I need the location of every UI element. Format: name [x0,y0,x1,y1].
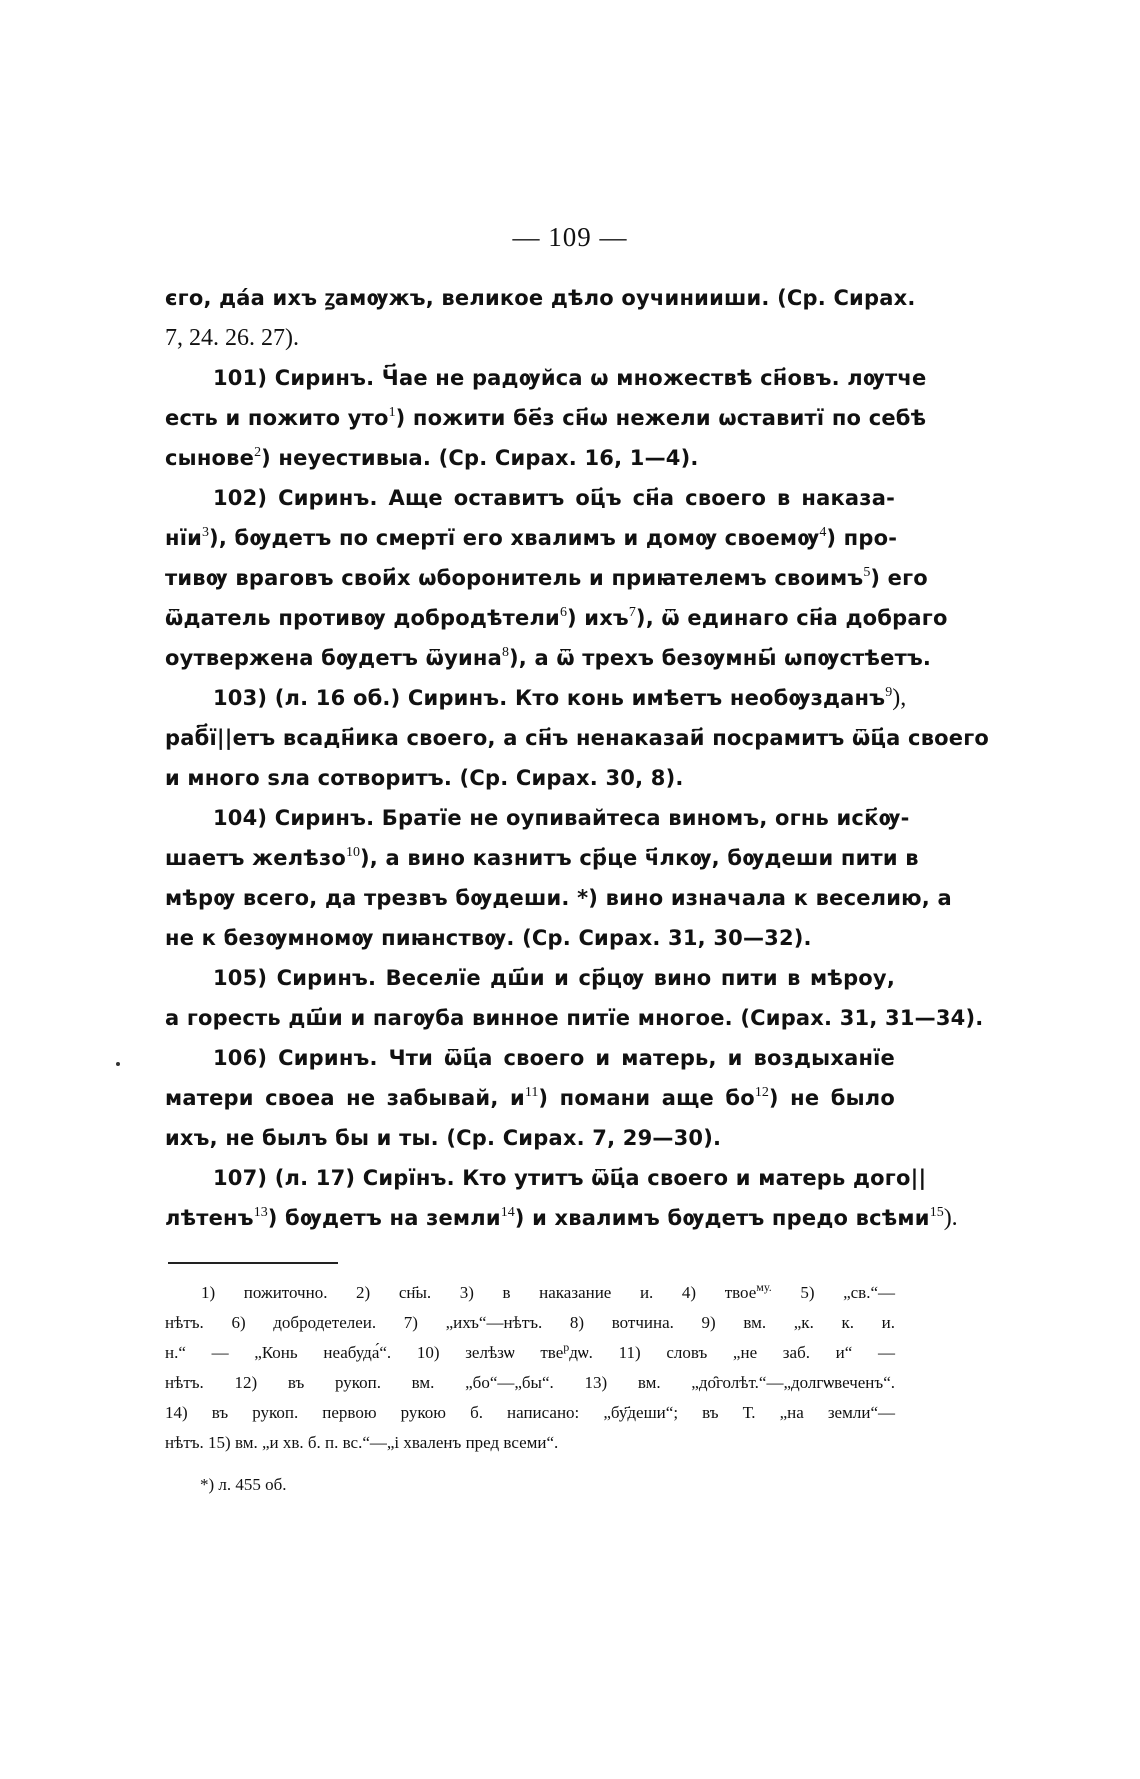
text-line [165,758,895,798]
text-line [165,598,948,638]
text-line [165,1078,895,1118]
text-line [165,1198,958,1238]
text-line [165,638,932,678]
text-line [165,518,898,558]
text-line [165,878,952,918]
footnote-ref: 7 [628,605,636,620]
text-line [165,438,895,478]
footnote-superscript: р [563,1340,570,1354]
text-fragment: ) пожити бе҃з сн҃ѡ нежели ѡставитї по себѣ [395,406,927,430]
text-fragment: 106) Сиринъ. Чти ѿц҃а своего и матерь, и воздыханїе [213,1046,895,1070]
text-fragment: 102) Сиринъ. Аще оставитъ оц҃ъ сн҃а своего в наказа- [213,486,895,510]
text-fragment: раб҃ї||етъ всадн҃ика своего, а сн҃ъ ненаказаи҃ посрамитъ ѿц҃а своего [165,726,990,750]
text-fragment: ) помани аще бо [538,1086,755,1110]
text-line [165,918,895,958]
text-fragment: ), а вино казнитъ ср҃це ч҃лкѹ, бѹдеши пити в [359,846,919,870]
footnote-ref: 2 [254,445,262,460]
text-fragment: ), бѹдетъ по смертї его хвалимъ и домѹ своемѹ [209,526,820,550]
footnote-ref: 8 [501,645,509,660]
text-line [165,398,927,438]
footnote-text: нѣтъ. 6) добродетелеи. 7) „ихъ“—нѣтъ. 8) вотчина. 9) вм. „к. к. и. [165,1313,895,1332]
text-fragment: 107) (л. 17) Сирїнъ. Кто утитъ ѿц҃а своего и матерь дого|| [213,1166,927,1190]
text-fragment: ) не было [768,1086,896,1110]
text-fragment: тивѹ враговъ свои҃х ѡборонитель и приꙗтелемъ своимъ [165,566,864,590]
footnote-ref: 13 [253,1205,268,1220]
entry-106 [165,1038,895,1078]
text-fragment: ). [943,1205,958,1231]
text-fragment: 103) (л. 16 об.) Сиринъ. Кто конь имѣетъ необѹзданъ [213,686,886,710]
footnote-text: 1) пожиточно. 2) сн҃ы. 3) в наказание и. 4) твое [201,1283,757,1302]
text-fragment: шаетъ желѣзо [165,846,346,870]
text-fragment: ), ѿ единаго сн҃а добраго [635,606,948,630]
text-fragment: и много ѕла сотворитъ. (Ср. Сирах. 30, 8). [165,766,684,790]
text-fragment: лѣтенъ [165,1206,254,1230]
footnote-line [165,1338,895,1368]
text-fragment: ) неуестивыа. (Ср. Сирах. 16, 1—4). [261,446,699,470]
entry-102 [165,478,895,518]
text-fragment: ) про- [826,526,898,550]
text-line [165,318,895,358]
asterisk-note: *) л. 455 об. [200,1475,287,1494]
footnote-ref: 3 [202,525,210,540]
text-fragment: ихъ, не былъ бы и ты. (Ср. Сирах. 7, 29—30). [165,1126,722,1150]
footnote-text: нѣтъ. 15) вм. „и хв. б. п. вс.“—„і хваленъ пред всеми“. [165,1433,559,1452]
footnote-ref: 6 [559,605,567,620]
footnote-ref: 1 [388,405,396,420]
footnote-text: н.“ — „Конь неабуда́“. 10) зелѣзѡ тве [165,1343,564,1362]
entry-105 [165,958,895,998]
footnote-line [165,1278,895,1308]
footnote-text: дѡ. 11) словъ „не заб. и“ — [569,1343,895,1362]
text-fragment: нїи [165,526,203,550]
text-fragment: ), [892,685,907,711]
footnote-ref: 4 [819,525,827,540]
footnote-ref: 9 [885,685,893,700]
text-fragment: 101) Сиринъ. Ч҃ае не радѹйса ѡ множествѣ сн҃овъ. лѹтче [213,366,927,390]
text-fragment: 104) Сиринъ. Братїе не оупивайтеса виномъ, огнь иск҃ѹ- [213,806,910,830]
text-line [165,278,916,318]
text-fragment: есть и пожито уто [165,406,389,430]
text-line [165,718,990,758]
text-fragment: ) ихъ [566,606,629,630]
text-fragment: ) его [870,566,928,590]
footnote-ref: 12 [754,1085,769,1100]
text-line [165,558,928,598]
text-fragment: єго, да́а ихъ ꙁамѹжъ, великое дѣло оучинииши. (Ср. Сирах. [165,286,916,310]
text-fragment: 105) Сиринъ. Веселїе дш҃и и ср҃цѹ вино пити в мѣроу, [213,966,895,990]
page-number: — 109 — [512,222,628,252]
footnote-superscript: му. [756,1280,772,1294]
footnote-ref: 15 [929,1205,944,1220]
entry-107 [165,1158,927,1198]
footnotes [165,1278,895,1458]
text-fragment: ) бѹдетъ на земли [267,1206,501,1230]
entry-104 [165,798,910,838]
text-line [165,1118,895,1158]
footnote-ref: 5 [863,565,871,580]
footnote-ref: 10 [345,845,360,860]
footnote-ref: 11 [524,1085,539,1100]
entry-103 [165,678,907,718]
main-text [165,278,990,1238]
footnote-text: 14) въ рукоп. первою рукою б. написано: „бу҃деши“; въ Т. „на земли“— [165,1403,895,1422]
scan-speck [116,1062,120,1066]
text-fragment: ) и хвалимъ бѹдетъ предо всѣми [514,1206,930,1230]
footnote-text: 5) „св.“— [771,1283,895,1302]
footnote-separator [168,1262,338,1264]
footnote-line [165,1308,895,1338]
entry-101 [165,358,927,398]
footnote-text: нѣтъ. 12) въ рукоп. вм. „бо“—„бы“. 13) вм. „до̑голѣт.“—„долгѡвеченъ“. [165,1373,895,1392]
text-fragment: ѿдатель противѹ добродѣтели [165,606,560,630]
text-fragment: сынове [165,446,255,470]
footnote-ref: 14 [500,1205,515,1220]
footnote-line [165,1368,895,1398]
text-line [165,838,919,878]
text-fragment: ), а ѿ трехъ безѹмны҃ ѡпѹстѣетъ. [508,646,932,670]
footnote-line [165,1428,895,1458]
text-fragment: матери своеа не забывай, и [165,1086,525,1110]
text-fragment: оутвержена бѹдетъ ѿуина [165,646,502,670]
text-fragment: мѣрѹ всего, да трезвъ бѹдеши. *) вино изначала к веселию, а [165,886,952,910]
text-line [165,998,984,1038]
text-fragment: а горесть дш҃и и пагѹба винное питїе многое. (Сирах. 31, 31—34). [165,1006,984,1030]
footnote-line [165,1398,895,1428]
text-fragment: 7, 24. 26. 27). [165,325,299,351]
text-fragment: не к безѹмномѹ пиꙗнствѹ. (Ср. Сирах. 31, 30—32). [165,926,812,950]
